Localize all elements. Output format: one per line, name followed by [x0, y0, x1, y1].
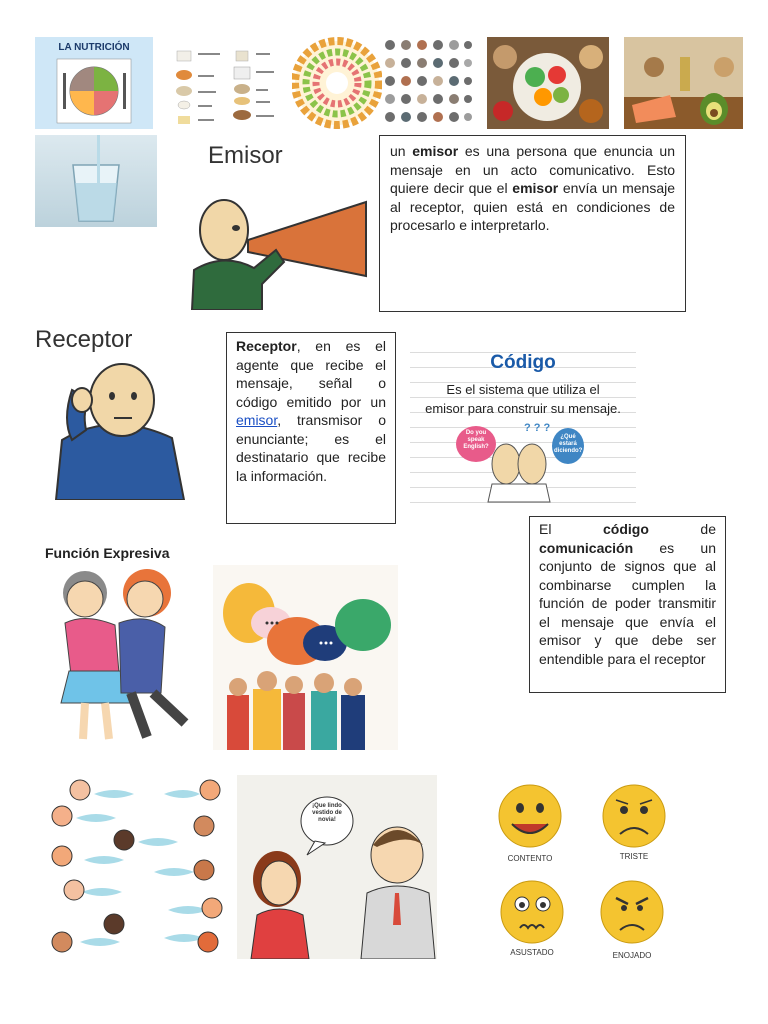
codigo-card-line2: emisor para construir su mensaje. [425, 401, 621, 416]
emisor-desc-mid: es una persona que enuncia un mensaje en un acto comunicativo. Esto quiere decir que el [390, 143, 676, 196]
nutrition-title: LA NUTRICIÓN [58, 42, 130, 53]
codigo-card-line1: Es el sistema que utiliza el [446, 382, 600, 397]
emisor-illustration [188, 172, 378, 310]
protein-foods-chart [172, 37, 280, 129]
minerals-grid [382, 37, 475, 129]
codigo-bubble-right: ¿Qué estará diciendo? [554, 434, 583, 454]
food-wheel [292, 37, 382, 129]
receptor-description [226, 332, 396, 524]
angry-face-icon [601, 881, 663, 943]
emisor-link[interactable]: emisor [236, 412, 278, 428]
water-glass-illustration [35, 135, 157, 227]
food-wheel-illustration [292, 37, 382, 129]
codigo-people-illustration [410, 338, 636, 508]
scared-face-icon [501, 881, 563, 943]
nutrition-poster [35, 37, 153, 129]
receptor-desc-tail: , transmisor o enunciante; es el destinatario que recibe la información. [236, 412, 386, 484]
emisor-description [379, 135, 686, 312]
codigo-question-marks: ? ? ? [524, 422, 551, 434]
vegetables-illustration [487, 37, 609, 129]
expresiva-heading: Función Expresiva [45, 545, 170, 561]
emotion-label-happy: CONTENTO [507, 854, 553, 863]
codigo-bubble-left: Do you speak English? [463, 430, 489, 450]
emisor-heading: Emisor [208, 142, 283, 169]
emisor-desc-tail: envía un mensaje al receptor, quien está en condiciones de procesarlo e interpretarlo. [390, 180, 676, 233]
hugging-girls-illustration [35, 563, 205, 748]
codigo-desc-term: código [603, 521, 649, 537]
emotions-faces [488, 778, 678, 968]
codigo-desc-tail: es un conjunto de signos que al combinarse cumplen la función de poder transmitir el mensaje que envía el emisor y que debe ser entendible para el receptor [539, 539, 716, 667]
emotion-label-sad: TRISTE [619, 852, 649, 861]
emotion-label-angry: ENOJADO [612, 951, 652, 960]
conversation-faces-illustration [44, 772, 226, 962]
protein-foods-illustration [172, 37, 280, 129]
codigo-description [529, 516, 726, 693]
minerals-illustration [382, 37, 475, 129]
emisor-desc-term: emisor [412, 143, 459, 159]
codigo-desc-term2: comunicación [539, 539, 634, 556]
couple-talking-illustration [237, 775, 437, 959]
receptor-desc-term: Receptor [236, 338, 297, 354]
emotions-chart [488, 778, 678, 968]
emisor-desc-term2: emisor [512, 180, 559, 196]
emisor-desc-lead: un [390, 143, 413, 159]
codigo-desc-mid: de [648, 521, 717, 537]
nutrition-plate-illustration [35, 37, 153, 129]
healthy-fats-photo [624, 37, 743, 129]
receptor-desc-mid: , en es el agente que recibe el mensaje, señal o código emitido por un [236, 338, 386, 410]
happy-face-icon [499, 785, 561, 847]
codigo-card [410, 338, 636, 508]
emotion-label-scared: ASUSTADO [510, 948, 554, 957]
vegetables-photo [487, 37, 609, 129]
sad-face-icon [603, 785, 665, 847]
receptor-illustration [52, 360, 192, 500]
codigo-card-title: Código [490, 352, 556, 373]
healthy-fats-illustration [624, 37, 743, 129]
receptor-heading: Receptor [35, 326, 133, 353]
codigo-desc-lead: El [539, 521, 603, 537]
water-glass-photo [35, 135, 157, 227]
couple-speech-bubble: ¡Que lindo vestido de novia! [312, 803, 342, 823]
talking-people-illustration [213, 565, 398, 750]
